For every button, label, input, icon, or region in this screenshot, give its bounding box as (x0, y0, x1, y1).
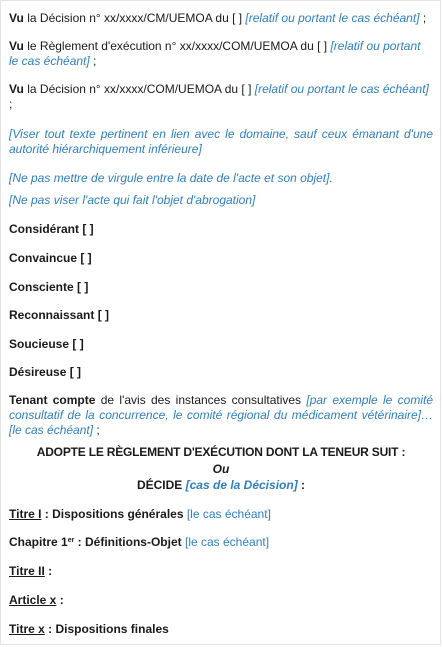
vu-tail: ; (9, 97, 13, 111)
chapitre-1 (9, 535, 433, 550)
titre-x-label: Titre x (9, 622, 45, 636)
editor-note: [cas de la Décision] (185, 478, 298, 492)
vu-label: Vu (9, 82, 24, 96)
consciente: Consciente [ ] (9, 280, 89, 294)
vu-label: Vu (9, 11, 24, 25)
titre-1-label: Titre I (9, 507, 42, 521)
tenant-compte (9, 393, 433, 438)
titre-2-label: Titre II (9, 564, 45, 578)
titre-2 (9, 564, 433, 579)
decide-label: DÉCIDE (136, 478, 183, 492)
decide-tail: : (297, 478, 306, 492)
titre-1 (9, 507, 433, 522)
article-text: : (56, 593, 64, 607)
considerant: Considérant [ ] (9, 222, 94, 236)
editor-note: [relatif ou portant le cas échéant] (245, 11, 420, 25)
editor-note: [par exemple le comité consultatif de la concurrence, le comité régional du médicament vétérinaire]…[le cas échéant] (9, 393, 434, 437)
decide-heading (9, 478, 433, 493)
tenant-tail: ; (93, 423, 100, 437)
note-viser: [Viser tout texte pertinent en lien avec le domaine, sauf ceux émanant d'une autorité hiérarchiquement inférieure] (9, 127, 433, 156)
adopte-heading: ADOPTE LE RÈGLEMENT D'EXÉCUTION DONT LA TENEUR SUIT : (36, 445, 406, 459)
ou-separator: Ou (212, 462, 230, 476)
titre-x-text: : Dispositions finales (44, 622, 169, 636)
desireuse: Désireuse [ ] (9, 365, 82, 379)
chapitre-text: : Définitions-Objet (74, 535, 185, 549)
vu-decision-cm (9, 11, 433, 26)
vu-label: Vu (9, 39, 24, 53)
vu-text: le Règlement d'exécution n° xx/xxxx/COM/UEMOA du [ ] (23, 39, 331, 53)
editor-note: [relatif ou portant le cas échéant] (9, 39, 421, 68)
vu-text: la Décision n° xx/xxxx/CM/UEMOA du [ ] (23, 11, 246, 25)
note-virgule: [Ne pas mettre de virgule entre la date de l'acte et son objet]. (9, 171, 333, 185)
vu-tail: ; (89, 54, 97, 68)
vu-reglement-com (9, 39, 433, 69)
vu-tail: ; (419, 11, 427, 25)
titre-1-text: : Dispositions générales (41, 507, 187, 521)
vu-decision-com (9, 82, 433, 112)
editor-note: [relatif ou portant le cas échéant] (254, 82, 429, 96)
note-abrogation: [Ne pas viser l'acte qui fait l'objet d'abrogation] (9, 193, 256, 207)
article-label: Article x (9, 593, 57, 607)
chapitre-sup: er (67, 537, 75, 544)
tenant-text: de l'avis des instances consultatives (95, 393, 307, 407)
titre-x (9, 622, 433, 637)
tenant-label: Tenant compte (9, 393, 96, 407)
reconnaissant: Reconnaissant [ ] (9, 308, 110, 322)
vu-text: la Décision n° xx/xxxx/COM/UEMOA du [ ] (23, 82, 255, 96)
document-body (9, 7, 433, 637)
convaincue: Convaincue [ ] (9, 251, 92, 265)
editor-note: [le cas échéant] (186, 507, 271, 521)
soucieuse: Soucieuse [ ] (9, 337, 84, 351)
chapitre-label: Chapitre 1 (9, 535, 68, 549)
titre-2-text: : (44, 564, 53, 578)
editor-note: [le cas échéant] (184, 535, 270, 549)
article-x (9, 593, 433, 608)
